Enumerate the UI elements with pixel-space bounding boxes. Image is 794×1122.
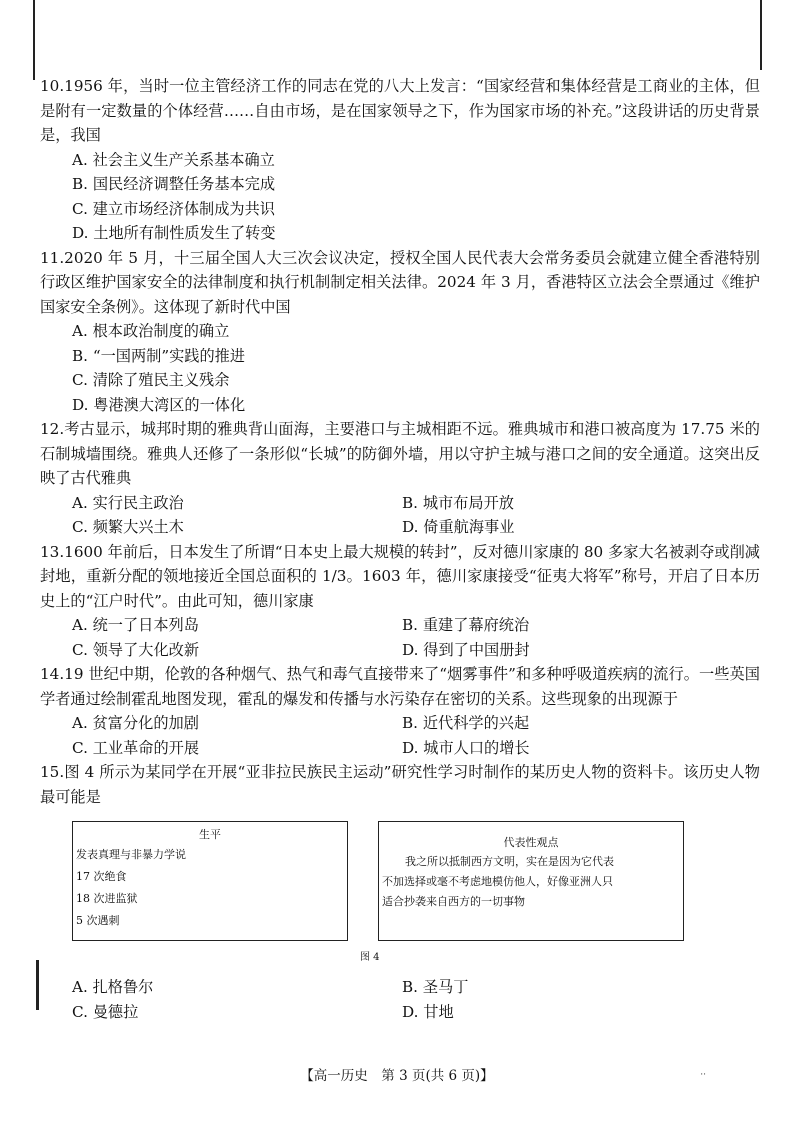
question-14-option-b: B. 近代科学的兴起 [402, 714, 530, 732]
question-10 [40, 74, 760, 246]
question-15-option-a: A. 扎格鲁尔 [72, 978, 154, 996]
question-13-options-row-1 [40, 613, 760, 638]
figure-4 [40, 815, 760, 975]
biography-line: 发表真理与非暴力学说 [76, 848, 186, 861]
question-14-option-a: A. 贫富分化的加剧 [72, 714, 199, 732]
biography-line: 17 次绝食 [76, 870, 127, 883]
biography-card-title: 生平 [199, 828, 221, 841]
question-10-option-a: A. 社会主义生产关系基本确立 [72, 150, 275, 169]
question-11 [40, 246, 760, 418]
page-footer: 【高一历史 第 3 页(共 6 页)】 [300, 1068, 494, 1084]
viewpoint-line: 适合抄袭来自西方的一切事物 [382, 895, 525, 908]
question-12-option-c: C. 频繁大兴土木 [72, 518, 184, 536]
question-11-option-d: D. 粤港澳大湾区的一体化 [72, 395, 246, 414]
figure-caption: 图 4 [360, 952, 380, 963]
question-15-option-b: B. 圣马丁 [402, 978, 469, 996]
question-14-options-row-1 [40, 711, 760, 736]
exam-page [40, 74, 760, 1024]
question-12-option-d: D. 倚重航海事业 [402, 518, 515, 536]
question-15-options-row-2 [40, 1000, 760, 1025]
viewpoint-card-title: 代表性观点 [503, 836, 559, 849]
viewpoint-line: 不加选择或毫不考虑地模仿他人，好像亚洲人只 [382, 875, 613, 888]
question-15 [40, 760, 760, 1024]
question-12-option-a: A. 实行民主政治 [72, 493, 184, 512]
biography-line: 18 次进监狱 [76, 892, 138, 905]
scan-edge-right [760, 0, 762, 70]
question-12-stem: 12.考古显示，城邦时期的雅典背山面海，主要港口与主城相距不远。雅典城市和港口被高度为 17.75 米的石制城墙围绕。雅典人还修了一条形似“长城”的防御外墙，用以守护主城与港口之间的安全通道。这突出反映了古代雅典 [40, 420, 760, 487]
question-11-option-c: C. 清除了殖民主义残余 [72, 371, 230, 389]
question-12-option-b: B. 城市布局开放 [402, 493, 514, 512]
viewpoint-card [378, 821, 684, 941]
question-13 [40, 540, 760, 663]
scan-edge-left [33, 0, 35, 80]
question-14-option-c: C. 工业革命的开展 [72, 738, 200, 757]
question-13-option-d: D. 得到了中国册封 [402, 640, 530, 659]
question-14-option-d: D. 城市人口的增长 [402, 738, 530, 757]
question-13-option-c: C. 领导了大化改新 [72, 640, 200, 659]
question-15-option-c: C. 曼德拉 [72, 1002, 139, 1021]
question-15-option-d: D. 甘地 [402, 1002, 454, 1021]
question-13-stem: 13.1600 年前后，日本发生了所谓“日本史上最大规模的转封”，反对德川家康的 80 多家大名被剥夺或削减封地，重新分配的领地接近全国总面积的 1/3。1603 年，德川家康接受“征夷大将军”称号，开启了日本历史上的“江户时代”。由此可知，德川家康 [40, 542, 760, 610]
question-13-option-a: A. 统一了日本列岛 [72, 616, 199, 634]
question-12-options-row-1 [40, 491, 760, 516]
question-10-option-d: D. 土地所有制性质发生了转变 [72, 224, 276, 242]
biography-line: 5 次遇刺 [76, 914, 120, 927]
question-13-option-b: B. 重建了幕府统治 [402, 616, 530, 634]
biography-card [72, 821, 348, 941]
question-11-stem: 11.2020 年 5 月，十三届全国人大三次会议决定，授权全国人民代表大会常务委员会就建立健全香港特别行政区维护国家安全的法律制度和执行机制制定相关法律。2024 年 3 月，香港特区立法会全票通过《维护国家安全条例》。这体现了新时代中国 [40, 248, 760, 316]
viewpoint-line: 我之所以抵制西方文明，实在是因为它代表 [405, 855, 614, 868]
question-12 [40, 417, 760, 540]
question-14-stem: 14.19 世纪中期，伦敦的各种烟气、热气和毒气直接带来了“烟雾事件”和多种呼吸道疾病的流行。一些英国学者通过绘制霍乱地图发现，霍乱的爆发和传播与水污染存在密切的关系。这些现象的出现源于 [40, 665, 760, 708]
corner-mark: ·· [700, 1070, 706, 1080]
question-14 [40, 662, 760, 760]
question-15-options-row-1 [40, 975, 760, 1000]
question-11-option-b: B. “一国两制”实践的推进 [72, 346, 246, 365]
question-10-option-b: B. 国民经济调整任务基本完成 [72, 175, 276, 193]
question-14-options-row-2 [40, 736, 760, 761]
question-12-options-row-2 [40, 515, 760, 540]
scan-edge-left-lower [36, 960, 39, 1010]
question-11-option-a: A. 根本政治制度的确立 [72, 322, 230, 340]
question-10-stem: 10.1956 年，当时一位主管经济工作的同志在党的八大上发言：“国家经营和集体经营是工商业的主体，但是附有一定数量的个体经营……自由市场，是在国家领导之下，作为国家市场的补充。”这段讲话的历史背景是，我国 [40, 77, 760, 144]
question-15-stem: 15.图 4 所示为某同学在开展“亚非拉民族民主运动”研究性学习时制作的某历史人物的资料卡。该历史人物最可能是 [40, 763, 760, 806]
question-13-options-row-2 [40, 638, 760, 663]
question-10-option-c: C. 建立市场经济体制成为共识 [72, 199, 275, 218]
